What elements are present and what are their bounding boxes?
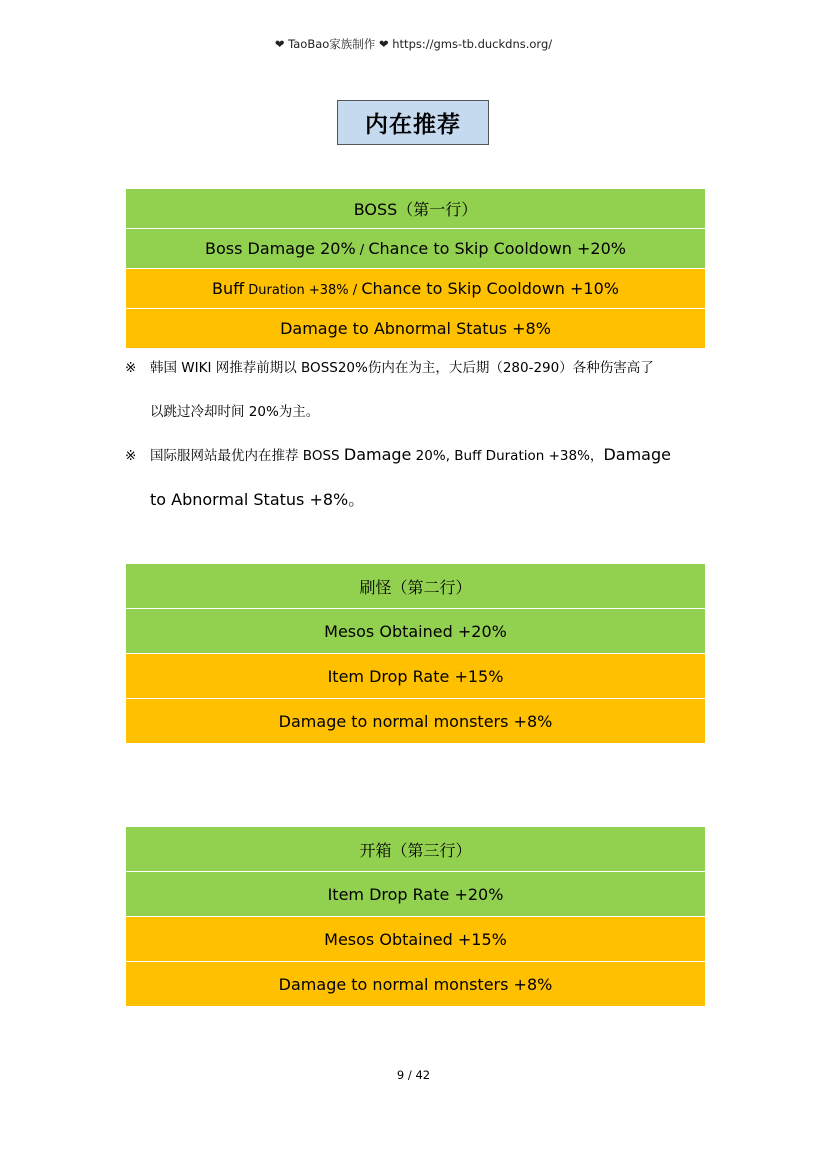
table-row (126, 269, 706, 309)
cell-text: Damage to Abnormal Status +8% (280, 319, 551, 338)
table-row (126, 309, 706, 349)
note-line: 以跳过冷却时间 20%为主。 (150, 404, 320, 420)
note-korea-wiki (125, 346, 725, 434)
table-row (126, 699, 706, 744)
table-heading: 刷怪（第二行） (126, 564, 706, 609)
table-cell (126, 309, 706, 349)
grinding-recommendation-table (125, 563, 706, 744)
box-opening-recommendation-table (125, 826, 706, 1007)
note-text-large: Damage (603, 445, 671, 464)
table-row (126, 872, 706, 917)
cell-text-small: Duration +38% / (244, 283, 362, 298)
table-cell: Damage to normal monsters +8% (126, 699, 706, 744)
table-cell: Item Drop Rate +15% (126, 654, 706, 699)
note-line: to Abnormal Status +8%。 (150, 490, 365, 509)
table-heading: BOSS（第一行） (126, 189, 706, 229)
note-text-large: Damage (343, 445, 412, 464)
note-global-site (125, 433, 725, 522)
table-row (126, 229, 706, 269)
table-cell (126, 229, 706, 269)
table-row (126, 654, 706, 699)
page-current: 9 (396, 1068, 405, 1082)
table-cell (126, 269, 706, 309)
table-row (126, 827, 706, 872)
page-title: 内在推荐 (337, 100, 489, 145)
table-heading: 开箱（第三行） (126, 827, 706, 872)
cell-text-small: / (355, 243, 369, 258)
cell-text: Chance to Skip Cooldown +20% (368, 239, 626, 258)
note-line: 韩国 WIKI 网推荐前期以 BOSS20%伤内在为主，大后期（280-290）各种伤害高了 (150, 360, 654, 376)
table-cell: Mesos Obtained +20% (126, 609, 706, 654)
boss-recommendation-table (125, 188, 706, 349)
page-total: 42 (415, 1068, 431, 1082)
page-header: ❤ TaoBao家族制作 ❤ https://gms-tb.duckdns.org/ (274, 37, 553, 51)
table-row (126, 189, 706, 229)
table-row (126, 962, 706, 1007)
note-text: 20%, Buff Duration +38%， (411, 448, 604, 464)
table-cell: Item Drop Rate +20% (126, 872, 706, 917)
table-row (126, 917, 706, 962)
table-cell: Mesos Obtained +15% (126, 917, 706, 962)
table-row (126, 564, 706, 609)
table-cell: Damage to normal monsters +8% (126, 962, 706, 1007)
page-number (0, 1068, 827, 1082)
note-mark: ※ (125, 448, 137, 464)
cell-text: Chance to Skip Cooldown +10% (361, 279, 619, 298)
page-separator: / (407, 1068, 412, 1082)
cell-text: Buff (212, 279, 245, 298)
note-mark: ※ (125, 360, 137, 376)
cell-text: Boss Damage 20% (204, 239, 356, 258)
note-text: 国际服网站最优内在推荐 BOSS (150, 448, 344, 464)
table-row (126, 609, 706, 654)
